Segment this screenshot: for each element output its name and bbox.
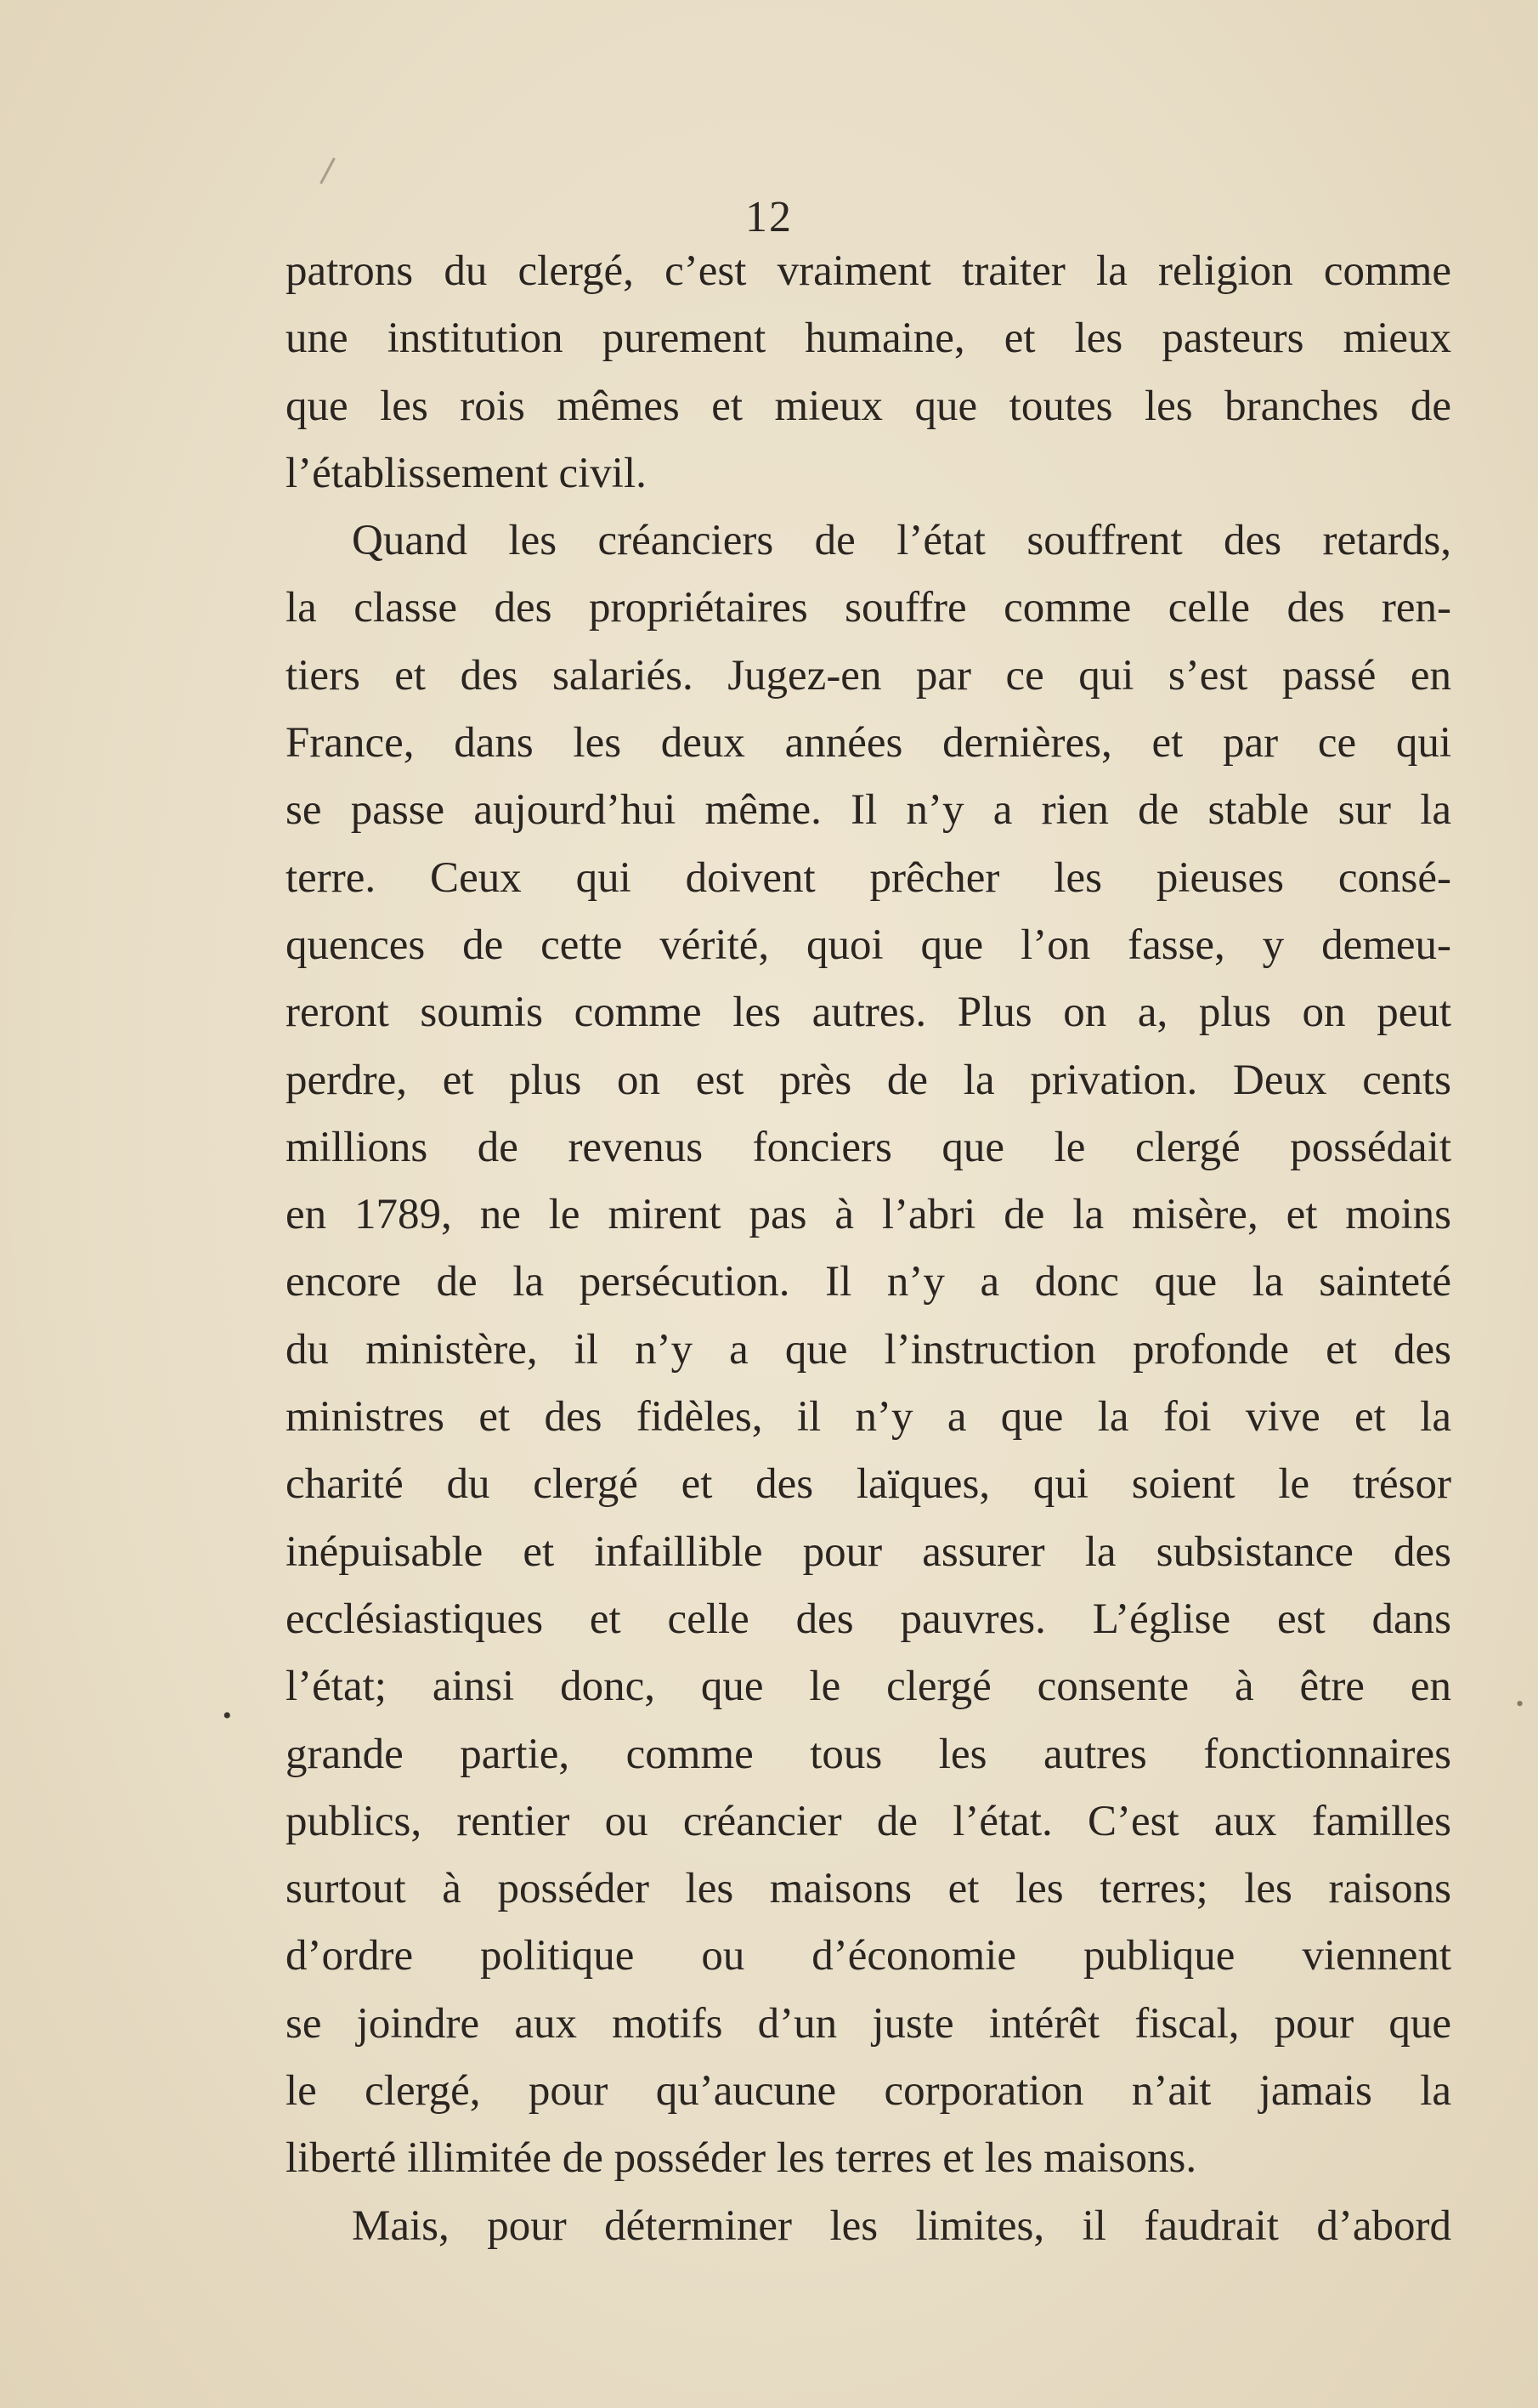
text-line: perdre, et plus on est près de la privation. Deux cents (286, 1056, 1451, 1104)
margin-mark: • (223, 1702, 232, 1730)
text-line: du ministère, il n’y a que l’instruction profonde et des (286, 1325, 1451, 1374)
text-line: ecclésiastiques et celle des pauvres. L’église est dans (286, 1595, 1451, 1643)
text-line: inépuisable et infaillible pour assurer la subsistance des (286, 1527, 1451, 1576)
text-line: en 1789, ne le mirent pas à l’abri de la misère, et moins (286, 1191, 1451, 1239)
text-line: France, dans les deux années dernières, et par ce qui (286, 719, 1451, 768)
text-line: reront soumis comme les autres. Plus on a, plus on peut (286, 989, 1451, 1037)
body-text (286, 238, 1451, 2260)
text-line: quences de cette vérité, quoi que l’on fasse, y demeu- (286, 921, 1451, 969)
page-number: 12 (745, 193, 793, 241)
text-line: ministres et des fidèles, il n’y a que la foi vive et la (286, 1393, 1451, 1442)
text-line: l’établissement civil. (286, 449, 647, 497)
text-line: grande partie, comme tous les autres fonctionnaires (286, 1730, 1451, 1778)
text-line: encore de la persécution. Il n’y a donc que la sainteté (286, 1258, 1451, 1306)
text-line: d’ordre politique ou d’économie publique viennent (286, 1932, 1451, 1980)
text-line: l’état; ainsi donc, que le clergé consente à être en (286, 1663, 1451, 1711)
text-line: surtout à posséder les maisons et les terres; les raisons (286, 1865, 1451, 1913)
margin-mark: • (1516, 1691, 1524, 1716)
text-line: se passe aujourd’hui même. Il n’y a rien de stable sur la (286, 786, 1451, 835)
text-line: que les rois mêmes et mieux que toutes les branches de (286, 382, 1451, 430)
ink-mark (319, 157, 336, 184)
text-line: charité du clergé et des laïques, qui soient le trésor (286, 1460, 1451, 1509)
text-line: tiers et des salariés. Jugez-en par ce qui s’est passé en (286, 651, 1451, 700)
text-line: Quand les créanciers de l’état souffrent des retards, (352, 517, 1451, 565)
text-line: millions de revenus fonciers que le clergé possédait (286, 1123, 1451, 1171)
text-line: le clergé, pour qu’aucune corporation n’ait jamais la (286, 2067, 1451, 2116)
text-line: liberté illimitée de posséder les terres et les maisons. (286, 2134, 1197, 2183)
text-line: terre. Ceux qui doivent prêcher les pieuses consé- (286, 853, 1451, 902)
text-line: publics, rentier ou créancier de l’état. C’est aux familles (286, 1797, 1451, 1845)
text-line: la classe des propriétaires souffre comme celle des ren- (286, 584, 1451, 632)
text-line: se joindre aux motifs d’un juste intérêt fiscal, pour que (286, 1999, 1451, 2048)
text-line: Mais, pour déterminer les limites, il faudrait d’abord (352, 2201, 1451, 2250)
text-line: une institution purement humaine, et les pasteurs mieux (286, 314, 1451, 363)
text-line: patrons du clergé, c’est vraiment traiter la religion comme (286, 247, 1451, 295)
